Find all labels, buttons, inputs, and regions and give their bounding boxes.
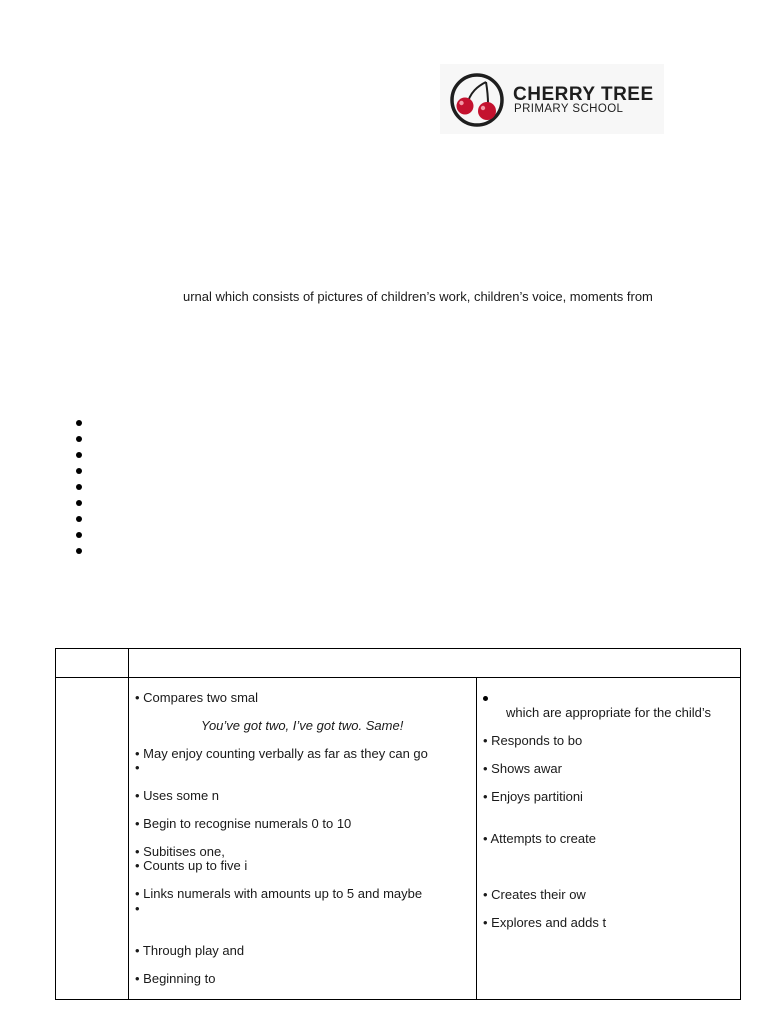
- school-subtitle: PRIMARY SCHOOL: [514, 103, 624, 115]
- table-cell-text: • Through play and: [135, 943, 245, 958]
- table-divider: [128, 649, 129, 999]
- cherry-icon: [448, 72, 508, 128]
- table-cell-text: • Counts up to five i: [135, 858, 248, 873]
- table-cell-quote: You’ve got two, I’ve got two. Same!: [201, 718, 404, 733]
- school-logo: [440, 64, 664, 134]
- table-cell-text: • Beginning to: [135, 971, 216, 986]
- table-cell-text: • Creates their ow: [483, 887, 586, 902]
- curriculum-table: [55, 648, 741, 1000]
- table-cell-text: •: [135, 760, 140, 775]
- table-cell-text: • May enjoy counting verbally as far as they can go: [135, 746, 428, 761]
- table-divider: [56, 677, 740, 678]
- school-name: CHERRY TREE: [513, 84, 654, 105]
- table-cell-text: • Enjoys partitioni: [483, 789, 583, 804]
- table-divider: [476, 677, 477, 999]
- table-cell-text: • Begin to recognise numerals 0 to 10: [135, 816, 352, 831]
- table-cell-text: • Compares two smal: [135, 690, 259, 705]
- table-cell-text: •: [135, 901, 140, 916]
- table-cell-text: • Uses some n: [135, 788, 220, 803]
- table-cell-text: • Links numerals with amounts up to 5 and maybe: [135, 886, 423, 901]
- table-cell-text: which are appropriate for the child’s: [506, 705, 711, 720]
- table-cell-text: • Attempts to create: [483, 831, 596, 846]
- intro-text: urnal which consists of pictures of children’s work, children’s voice, moments from: [183, 289, 653, 304]
- table-cell-text: • Shows awar: [483, 761, 562, 776]
- bullet-dot: [483, 696, 488, 701]
- table-cell-text: • Subitises one,: [135, 844, 225, 859]
- table-cell-text: • Responds to bo: [483, 733, 583, 748]
- table-cell-text: • Explores and adds t: [483, 915, 607, 930]
